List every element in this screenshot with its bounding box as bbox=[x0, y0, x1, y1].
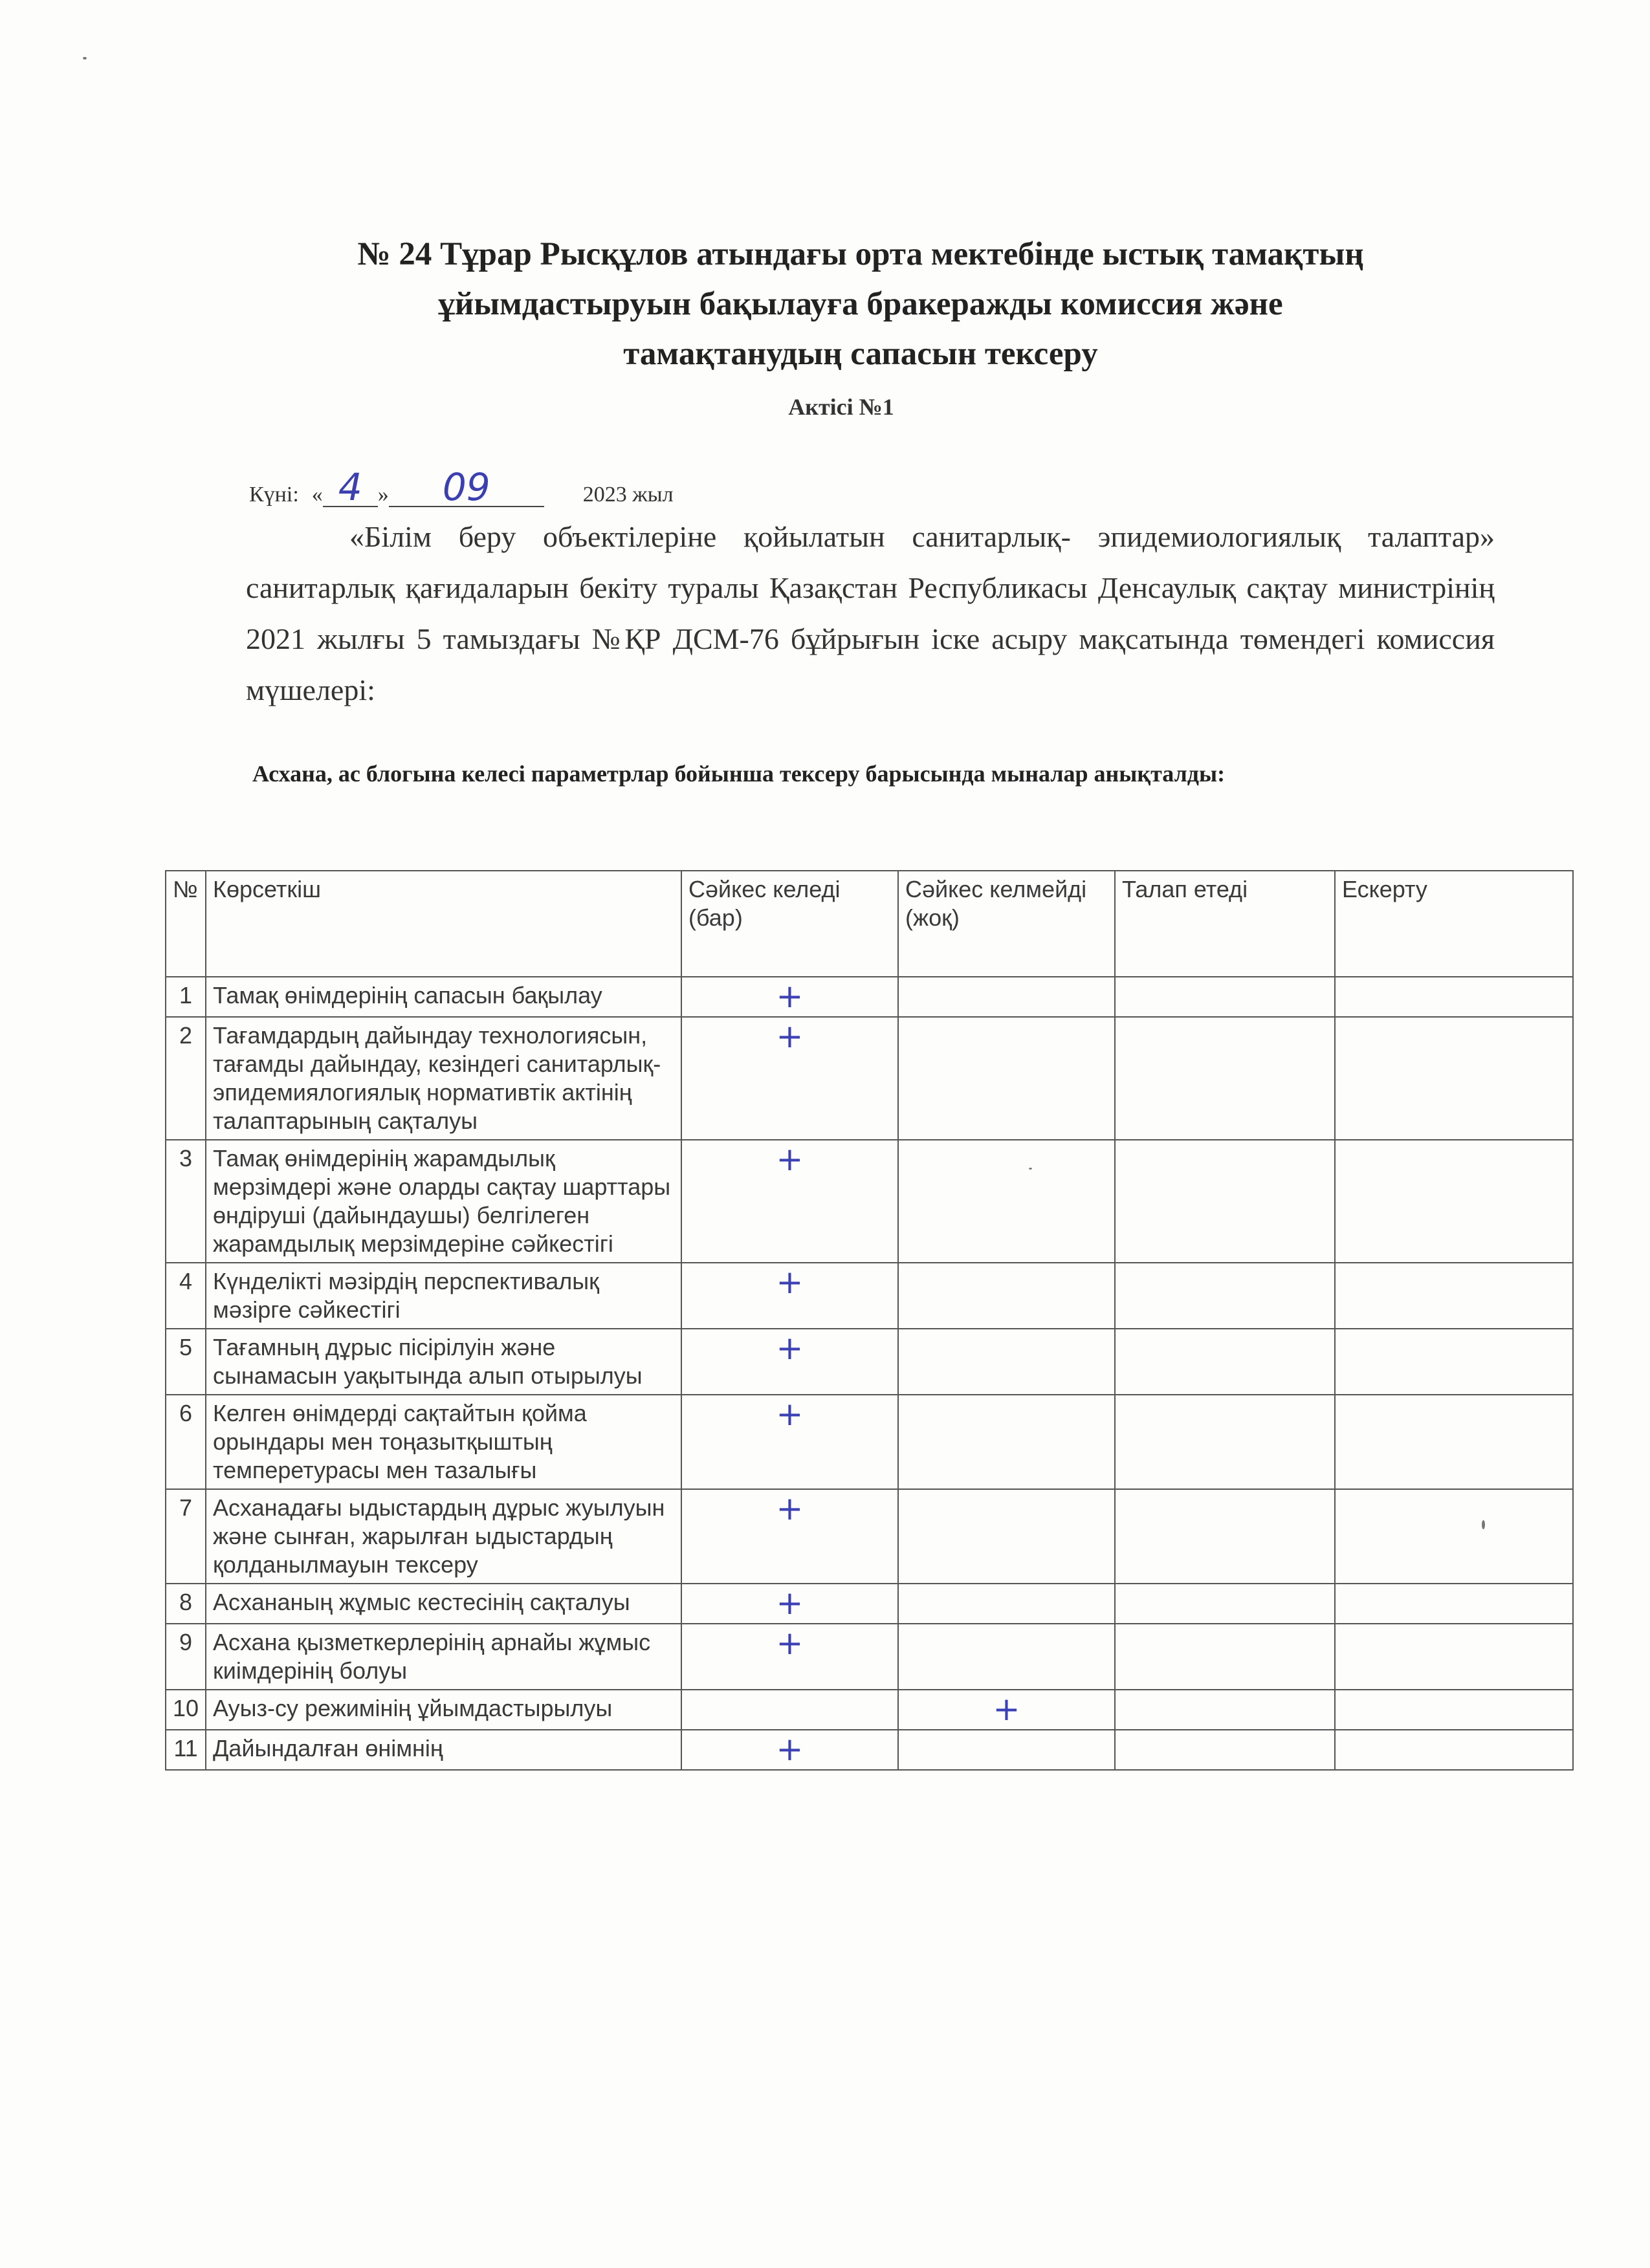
row-required bbox=[1115, 1730, 1335, 1770]
row-noncompliant-mark bbox=[898, 1584, 1115, 1624]
row-number: 6 bbox=[166, 1395, 206, 1489]
row-note bbox=[1335, 1329, 1573, 1395]
row-compliant-mark: + bbox=[681, 977, 898, 1017]
row-number: 4 bbox=[166, 1263, 206, 1329]
row-number: 3 bbox=[166, 1140, 206, 1263]
date-open-quote: « bbox=[311, 483, 323, 507]
inspection-table bbox=[165, 870, 1574, 1771]
header-number: № bbox=[166, 871, 206, 977]
row-required bbox=[1115, 1624, 1335, 1690]
row-number: 1 bbox=[166, 977, 206, 1017]
row-compliant-mark: + bbox=[681, 1017, 898, 1140]
header-note: Ескерту bbox=[1335, 871, 1573, 977]
row-indicator: Асхана қызметкерлерінің арнайы жұмыс киімдерінің болуы bbox=[206, 1624, 681, 1690]
row-required bbox=[1115, 1017, 1335, 1140]
row-noncompliant-mark bbox=[898, 1395, 1115, 1489]
table-row bbox=[166, 1690, 1573, 1730]
title-line-3: тамақтанудың сапасын тексеру bbox=[623, 336, 1098, 372]
header-required: Талап етеді bbox=[1115, 871, 1335, 977]
header-indicator: Көрсеткіш bbox=[206, 871, 681, 977]
act-number: Актісі №1 bbox=[788, 394, 894, 420]
table-row bbox=[166, 1489, 1573, 1584]
row-indicator: Тағамдардың дайындау технологиясын, тағамды дайындау, кезіндегі санитарлық-эпидемиялогиялық нормативтік актінің талаптарының сақталуы bbox=[206, 1017, 681, 1140]
date-label: Күні: bbox=[249, 483, 299, 507]
row-compliant-mark bbox=[681, 1690, 898, 1730]
row-note bbox=[1335, 1624, 1573, 1690]
table-row bbox=[166, 1624, 1573, 1690]
row-noncompliant-mark: + bbox=[898, 1690, 1115, 1730]
row-required bbox=[1115, 1489, 1335, 1584]
row-number: 9 bbox=[166, 1624, 206, 1690]
row-number: 8 bbox=[166, 1584, 206, 1624]
title-line-2: ұйымдастыруын бақылауға бракеражды комиссия және bbox=[438, 286, 1283, 322]
row-noncompliant-mark bbox=[898, 1329, 1115, 1395]
row-number: 7 bbox=[166, 1489, 206, 1584]
date-day: 4 bbox=[338, 465, 362, 509]
table-row bbox=[166, 1730, 1573, 1770]
row-compliant-mark: + bbox=[681, 1584, 898, 1624]
row-compliant-mark: + bbox=[681, 1730, 898, 1770]
row-noncompliant-mark bbox=[898, 1489, 1115, 1584]
row-note bbox=[1335, 1730, 1573, 1770]
row-noncompliant-mark bbox=[898, 1263, 1115, 1329]
row-number: 11 bbox=[166, 1730, 206, 1770]
row-note bbox=[1335, 1584, 1573, 1624]
row-compliant-mark: + bbox=[681, 1489, 898, 1584]
table-row bbox=[166, 1395, 1573, 1489]
row-required bbox=[1115, 977, 1335, 1017]
row-required bbox=[1115, 1584, 1335, 1624]
row-compliant-mark: + bbox=[681, 1263, 898, 1329]
row-note bbox=[1335, 1140, 1573, 1263]
table-row bbox=[166, 1584, 1573, 1624]
row-indicator: Келген өнімдерді сақтайтын қойма орындары мен тоңазытқыштың темперетурасы мен тазалығы bbox=[206, 1395, 681, 1489]
row-indicator: Ауыз-су режимінің ұйымдастырылуы bbox=[206, 1690, 681, 1730]
row-indicator: Күнделікті мәзірдің перспективалық мәзірге сәйкестігі bbox=[206, 1263, 681, 1329]
row-noncompliant-mark bbox=[898, 1140, 1115, 1263]
row-required bbox=[1115, 1140, 1335, 1263]
row-compliant-mark: + bbox=[681, 1395, 898, 1489]
row-indicator: Асханадағы ыдыстардың дұрыс жуылуын және сынған, жарылған ыдыстардың қолданылмауын тексеру bbox=[206, 1489, 681, 1584]
row-number: 5 bbox=[166, 1329, 206, 1395]
row-compliant-mark: + bbox=[681, 1624, 898, 1690]
date-line bbox=[249, 465, 674, 509]
row-indicator: Тағамның дұрыс пісірілуін және сынамасын уақытында алып отырылуы bbox=[206, 1329, 681, 1395]
date-month: 09 bbox=[442, 465, 490, 509]
row-required bbox=[1115, 1395, 1335, 1489]
row-number: 2 bbox=[166, 1017, 206, 1140]
table-row bbox=[166, 1017, 1573, 1140]
row-noncompliant-mark bbox=[898, 1624, 1115, 1690]
table-subheading: Асхана, ас блогына келесі параметрлар бойынша тексеру барысында мыналар анықталды: bbox=[252, 761, 1226, 787]
row-noncompliant-mark bbox=[898, 1017, 1115, 1140]
row-required bbox=[1115, 1263, 1335, 1329]
date-close-quote: » bbox=[377, 483, 389, 507]
scan-speck bbox=[83, 57, 87, 60]
row-compliant-mark: + bbox=[681, 1329, 898, 1395]
intro-paragraph: «Білім беру объектілеріне қойылатын санитарлық- эпидемиологиялық талаптар» санитарлық қағидаларын бекіту туралы Қазақстан Республикасы Денсаулық сақтау министрінің 2021 жылғы 5 тамыздағы №ҚР ДСМ-76 бұйрығын іске асыру мақсатында төмендегі комиссия мүшелері: bbox=[246, 520, 1495, 706]
row-note bbox=[1335, 1263, 1573, 1329]
row-compliant-mark: + bbox=[681, 1140, 898, 1263]
row-required bbox=[1115, 1690, 1335, 1730]
row-required bbox=[1115, 1329, 1335, 1395]
document-title bbox=[246, 230, 1475, 379]
row-note bbox=[1335, 977, 1573, 1017]
table-row bbox=[166, 977, 1573, 1017]
table-row bbox=[166, 1329, 1573, 1395]
header-noncompliant: Сәйкес келмейді (жоқ) bbox=[898, 871, 1115, 977]
row-note bbox=[1335, 1017, 1573, 1140]
row-noncompliant-mark bbox=[898, 977, 1115, 1017]
table-header-row bbox=[166, 871, 1573, 977]
table-row bbox=[166, 1263, 1573, 1329]
row-note bbox=[1335, 1395, 1573, 1489]
row-noncompliant-mark bbox=[898, 1730, 1115, 1770]
row-note bbox=[1335, 1489, 1573, 1584]
row-indicator: Асхананың жұмыс кестесінің сақталуы bbox=[206, 1584, 681, 1624]
row-note bbox=[1335, 1690, 1573, 1730]
row-indicator: Дайындалған өнімнің bbox=[206, 1730, 681, 1770]
date-year: 2023 жыл bbox=[582, 483, 674, 507]
row-indicator: Тамақ өнімдерінің жарамдылық мерзімдері және оларды сақтау шарттары өндіруші (дайындаушы) белгілеген жарамдылық мерзімдеріне сәйкестігі bbox=[206, 1140, 681, 1263]
row-number: 10 bbox=[166, 1690, 206, 1730]
title-line-1: № 24 Тұрар Рысқұлов атындағы орта мектебінде ыстық тамақтың bbox=[357, 236, 1364, 272]
header-compliant: Сәйкес келеді (бар) bbox=[681, 871, 898, 977]
row-indicator: Тамақ өнімдерінің сапасын бақылау bbox=[206, 977, 681, 1017]
table-row bbox=[166, 1140, 1573, 1263]
